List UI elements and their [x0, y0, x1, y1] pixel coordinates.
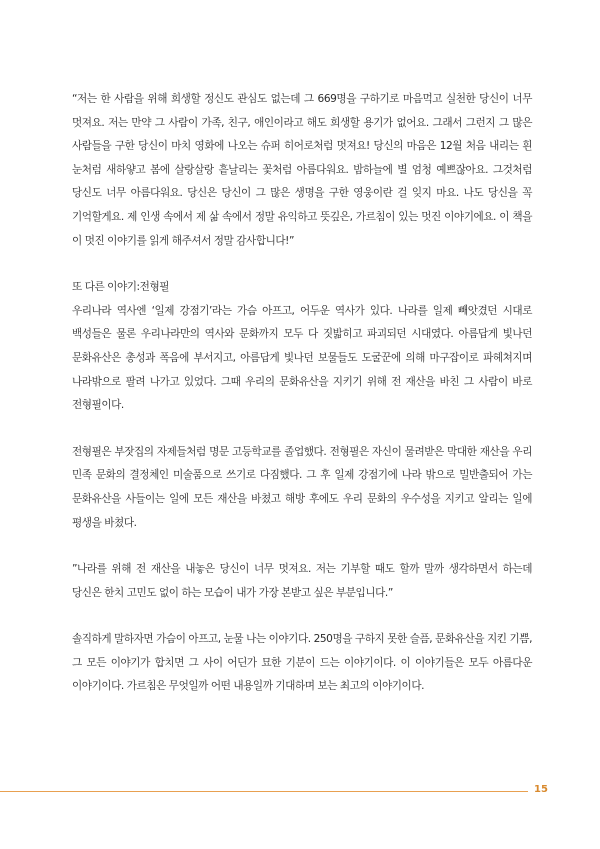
paragraph-gap: [72, 418, 532, 441]
page-body: [72, 88, 532, 699]
paragraph-jeon-hyeong-pil-intro: 또 다른 이야기:전형필 우리나라 역사엔 ‘일제 강점기’라는 가슴 아프고, 어두운 역사가 있다. 나라를 일제 빼앗겼던 시대로 백성들은 물론 우리나라만의 역사와 문화까지 모두 다 짓밟히고 파괴되던 시대였다. 아름답게 빛나던 문화유산은 총성과 폭음에 부서지고, 아름답게 빛나던 보물들도 도굴꾼에 의해 마구잡이로 파헤쳐지며 나라밖으로 팔려 나가고 있었다. 그때 우리의 문화유산을 지키기 위해 전 재산을 바친 그 사람이 바로 전형필이다.: [72, 281, 532, 412]
paragraph-gap: [72, 535, 532, 558]
paragraph-gap: [72, 253, 532, 276]
footer-divider: [0, 791, 528, 792]
page-number: 15: [534, 784, 548, 795]
paragraph-gap: [72, 605, 532, 628]
paragraph-jeon-hyeong-pil-life: 전형필은 부잣집의 자제들처럼 명문 고등학교를 졸업했다. 전형필은 자신이 물려받은 막대한 재산을 우리 민족 문화의 결정체인 미술품으로 쓰기로 다짐했다. 그 후 일제 강점기에 나라 밖으로 밀반출되어 가는 문화유산을 사들이는 일에 모든 재산을 바쳤고 해방 후에도 우리 문화의 우수성을 지키고 알리는 일에 평생을 바쳤다.: [72, 445, 532, 529]
paragraph-letter-to-hero: “저는 한 사람을 위해 희생할 정신도 관심도 없는데 그 669명을 구하기로 마음먹고 실천한 당신이 너무 멋져요. 저는 만약 그 사람이 가족, 친구, 애인이라고 해도 희생할 용기가 없어요. 그래서 그런지 그 많은 사람들을 구한 당신이 마치 영화에 나오는 슈퍼 히어로처럼 멋져요! 당신의 마음은 12월 처음 내리는 흰 눈처럼 새하얗고 봄에 살랑살랑 흩날리는 꽃처럼 아름다워요. 밤하늘에 별 엄청 예쁘잖아요. 그것처럼 당신도 너무 아름다워요. 당신은 당신이 그 많은 생명을 구한 영웅이란 걸 잊지 마요. 나도 당신을 꼭 기억할게요. 제 인생 속에서 제 삶 속에서 정말 유익하고 뜻깊은, 가르침이 있는 멋진 이야기에요. 이 책을 이 멋진 이야기를 읽게 해주셔서 정말 감사합니다!”: [72, 93, 532, 247]
paragraph-letter-to-jeon: ”나라를 위해 전 재산을 내놓은 당신이 너무 멋져요. 저는 기부할 때도 할까 말까 생각하면서 하는데 당신은 한치 고민도 없이 하는 모습이 내가 가장 본받고 싶은 부분입니다.”: [72, 563, 532, 599]
paragraph-conclusion: 솔직하게 말하자면 가슴이 아프고, 눈물 나는 이야기다. 250명을 구하지 못한 슬픔, 문화유산을 지킨 기쁨, 그 모든 이야기가 합치면 그 사이 어딘가 묘한 기분이 드는 이야기이다. 이 이야기들은 모두 아름다운 이야기이다. 가르침은 무엇일까 어떤 내용일까 기대하며 보는 최고의 이야기이다.: [72, 633, 532, 693]
